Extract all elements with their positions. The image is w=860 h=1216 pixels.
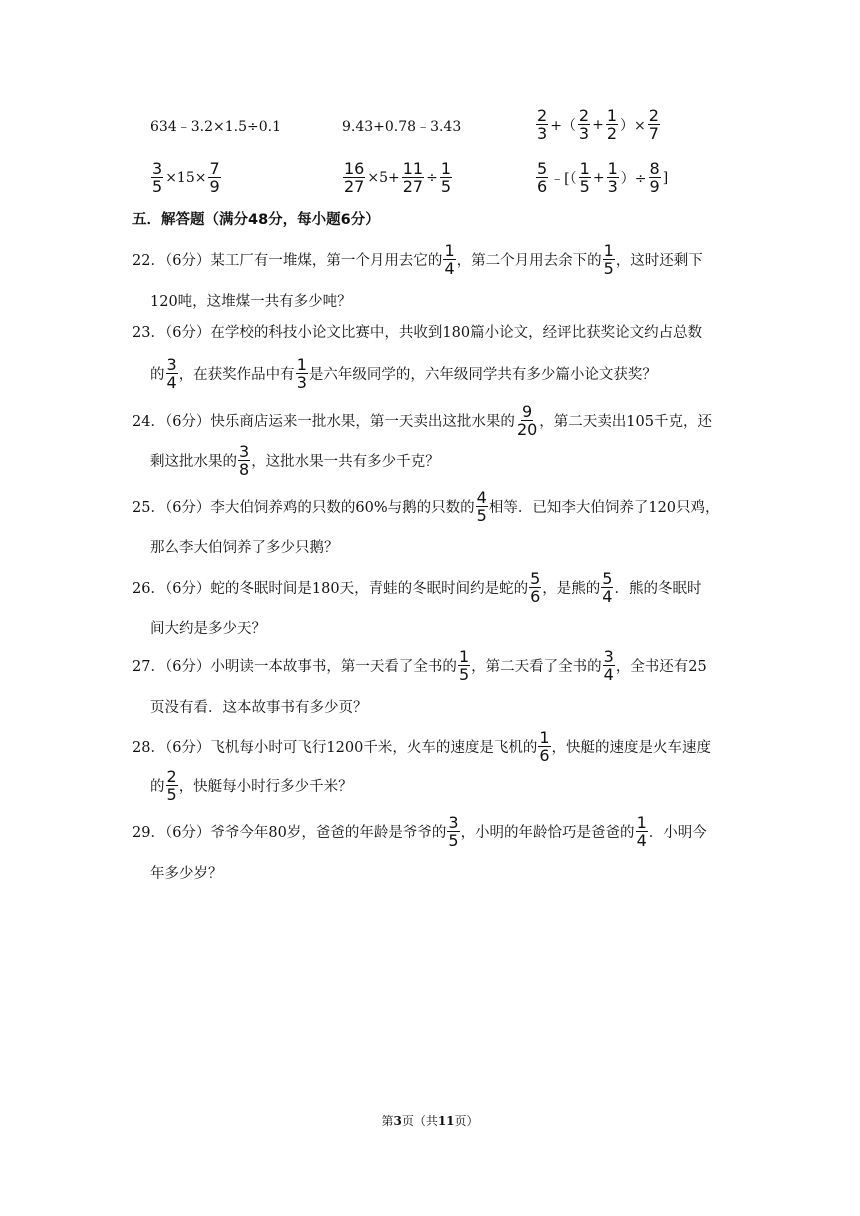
question-26 bbox=[132, 570, 722, 605]
fraction: $\frac{1}{2}$ bbox=[606, 106, 618, 143]
page-total: 11 bbox=[437, 1114, 455, 1128]
fraction: $\frac{3}{4}$ bbox=[166, 355, 177, 392]
question-29 bbox=[132, 814, 722, 849]
question-text: 23．（6分）在学校的科技小论文比赛中，共收到180篇小论文，经评比获奖论文约占总数 bbox=[132, 325, 703, 341]
question-24 bbox=[132, 403, 722, 438]
question-text: 28．（6分）飞机每小时可飞行1200千米，火车的速度是飞机的 bbox=[132, 740, 538, 756]
fraction: $\frac{7}{9}$ bbox=[209, 159, 220, 196]
question-text: ，在获奖作品中有 bbox=[178, 367, 295, 383]
question-text: 是六年级同学的，六年级同学共有多少篇小论文获奖？ bbox=[308, 367, 657, 383]
fraction: $\frac{3}{8}$ bbox=[239, 442, 250, 479]
footer-text: 第 bbox=[381, 1114, 394, 1128]
fraction: $\frac{1}{6}$ bbox=[539, 728, 550, 765]
question-25 bbox=[132, 489, 722, 524]
question-text: 的 bbox=[150, 367, 165, 383]
question-text: ，小明的年龄恰巧是爸爸的 bbox=[460, 825, 635, 841]
page-number: 3 bbox=[393, 1114, 402, 1128]
calc-expression-6 bbox=[535, 160, 669, 195]
question-text: 29．（6分）爷爷今年80岁，爸爸的年龄是爷爷的 bbox=[132, 825, 447, 841]
fraction: $\frac{2}{3}$ bbox=[537, 106, 548, 143]
fraction: $\frac{1}{5}$ bbox=[458, 647, 470, 684]
fraction: $\frac{16}{27}$ bbox=[344, 159, 365, 196]
fraction: $\frac{1}{4}$ bbox=[444, 241, 455, 278]
fraction: $\frac{5}{4}$ bbox=[602, 569, 613, 606]
question-text: ，是熊的 bbox=[542, 581, 601, 597]
question-text: 的 bbox=[150, 779, 165, 795]
question-text: 22．（6分）某工厂有一堆煤，第一个月用去它的 bbox=[132, 253, 443, 269]
operator: ×15× bbox=[165, 169, 207, 186]
calc-text: 634﹣3.2×1.5÷0.1 bbox=[150, 119, 281, 135]
question-text: 年多少岁？ bbox=[150, 866, 223, 882]
question-text: ，这批水果一共有多少千克？ bbox=[251, 454, 440, 470]
question-text: ．熊的冬眠时 bbox=[614, 581, 702, 597]
question-text: 120吨，这堆煤一共有多少吨？ bbox=[150, 294, 352, 310]
operator: ）÷ bbox=[620, 170, 647, 187]
question-26-line-2 bbox=[150, 617, 740, 638]
question-text: 相等．已知李大伯饲养了120只鸡， bbox=[488, 500, 720, 516]
operator: ] bbox=[662, 169, 669, 186]
question-22 bbox=[132, 242, 722, 277]
question-text: 那么李大伯饲养了多少只鹅？ bbox=[150, 540, 339, 556]
fraction: $\frac{3}{4}$ bbox=[603, 647, 614, 684]
fraction: $\frac{1}{5}$ bbox=[579, 159, 590, 196]
footer-text: 页） bbox=[454, 1114, 479, 1128]
fraction: $\frac{1}{3}$ bbox=[296, 355, 307, 392]
question-text: 25．（6分）李大伯饲养鸡的只数的60%与鹅的只数的 bbox=[132, 500, 475, 516]
operator: + bbox=[592, 169, 605, 186]
question-text: ，第二天卖出105千克，还 bbox=[539, 414, 712, 430]
fraction: $\frac{2}{3}$ bbox=[578, 106, 590, 143]
fraction: $\frac{3}{5}$ bbox=[152, 159, 163, 196]
question-24-line-2 bbox=[150, 443, 740, 478]
section-title: 五．解答题（满分48分，每小题6分） bbox=[132, 212, 380, 228]
question-23-line-2 bbox=[150, 356, 740, 391]
fraction: $\frac{1}{5}$ bbox=[440, 159, 452, 196]
calc-expression-1 bbox=[150, 116, 281, 136]
fraction: $\frac{1}{5}$ bbox=[603, 241, 614, 278]
calc-text: 9.43+0.78﹣3.43 bbox=[342, 119, 462, 135]
question-29-line-2 bbox=[150, 862, 740, 883]
operator: +（ bbox=[550, 117, 576, 134]
question-23 bbox=[132, 321, 722, 342]
calc-expression-5 bbox=[342, 160, 453, 195]
question-text: ，第二天看了全书的 bbox=[471, 659, 602, 675]
fraction: $\frac{4}{5}$ bbox=[476, 488, 487, 525]
fraction: $\frac{5}{6}$ bbox=[537, 159, 548, 196]
operator: ×5+ bbox=[367, 169, 400, 186]
fraction: $\frac{5}{6}$ bbox=[530, 569, 541, 606]
question-text: ．小明今 bbox=[648, 825, 707, 841]
operator: ÷ bbox=[426, 169, 438, 186]
question-text: ，这时还剩下 bbox=[615, 253, 703, 269]
question-text: ，快艇的速度是火车速度 bbox=[551, 740, 712, 756]
question-text: 24．（6分）快乐商店运来一批水果，第一天卖出这批水果的 bbox=[132, 414, 515, 430]
question-text: ，第二个月用去余下的 bbox=[456, 253, 602, 269]
question-27 bbox=[132, 648, 722, 683]
operator: + bbox=[592, 116, 604, 133]
fraction: $\frac{3}{5}$ bbox=[448, 813, 459, 850]
question-text: 间大约是多少天？ bbox=[150, 621, 266, 637]
question-text: ，快艇每小时行多少千米？ bbox=[178, 779, 353, 795]
calc-expression-2 bbox=[342, 116, 461, 136]
fraction: $\frac{2}{7}$ bbox=[648, 106, 659, 143]
operator: ﹣[（ bbox=[550, 170, 577, 187]
operator: ）× bbox=[620, 117, 646, 134]
question-25-line-2 bbox=[150, 536, 740, 557]
question-22-line-2 bbox=[150, 290, 740, 311]
question-text: ，全书还有25 bbox=[615, 659, 707, 675]
fraction: $\frac{2}{5}$ bbox=[166, 767, 177, 804]
question-text: 27．（6分）小明读一本故事书，第一天看了全书的 bbox=[132, 659, 457, 675]
page-footer bbox=[0, 1112, 860, 1129]
question-28-line-2 bbox=[150, 768, 740, 803]
calc-expression-4 bbox=[150, 160, 222, 195]
fraction: $\frac{1}{4}$ bbox=[636, 813, 647, 850]
fraction: $\frac{9}{20}$ bbox=[516, 402, 538, 439]
question-text: 26．（6分）蛇的冬眠时间是180天，青蛙的冬眠时间约是蛇的 bbox=[132, 581, 529, 597]
fraction: $\frac{8}{9}$ bbox=[649, 159, 660, 196]
fraction: $\frac{11}{27}$ bbox=[402, 159, 424, 196]
question-27-line-2 bbox=[150, 696, 740, 717]
footer-text: 页（共 bbox=[401, 1114, 438, 1128]
question-text: 剩这批水果的 bbox=[150, 454, 237, 470]
question-text: 页没有看．这本故事书有多少页？ bbox=[150, 700, 368, 716]
calc-expression-3 bbox=[535, 107, 661, 142]
fraction: $\frac{1}{3}$ bbox=[607, 159, 618, 196]
question-28 bbox=[132, 729, 722, 764]
